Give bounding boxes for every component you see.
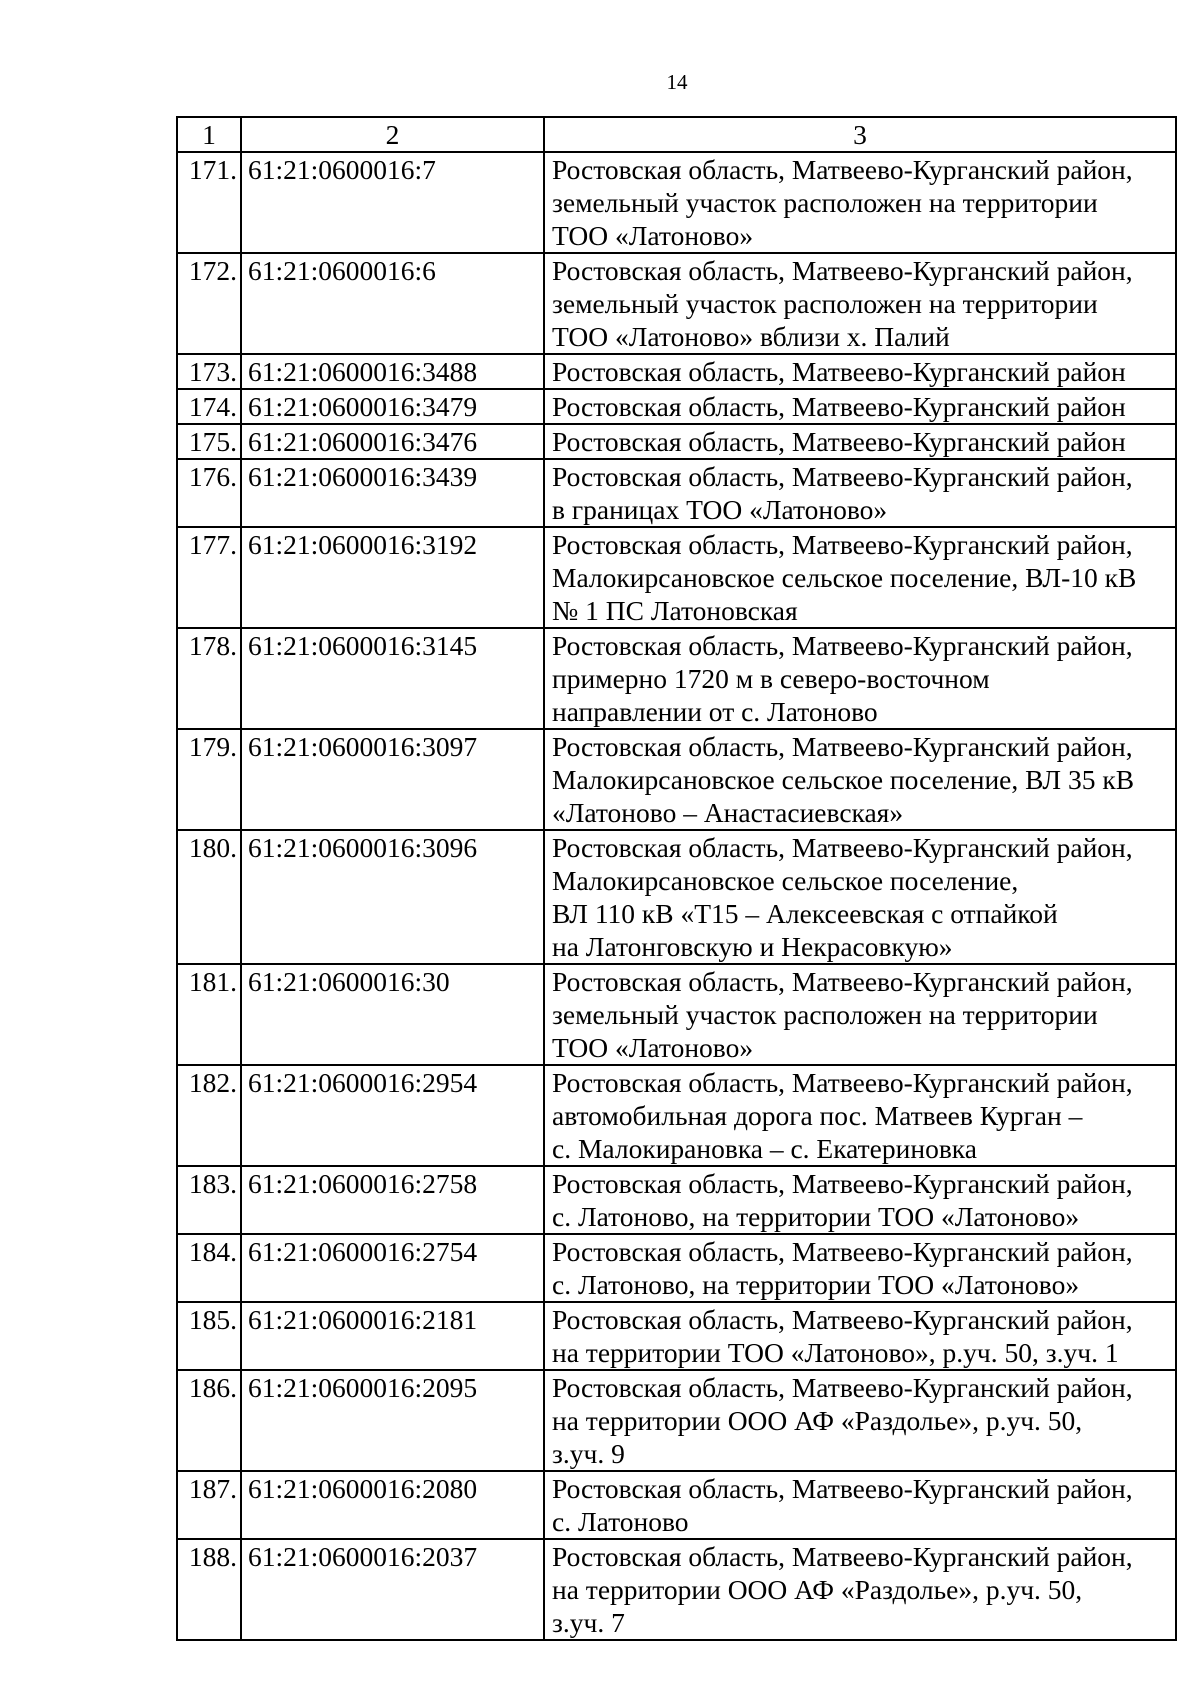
table-row — [177, 152, 1176, 253]
row-number: 181. — [177, 964, 241, 1065]
row-number: 186. — [177, 1370, 241, 1471]
cadastral-number: 61:21:0600016:3192 — [241, 527, 544, 628]
address-line: Ростовская область, Матвеево-Курганский район — [552, 391, 1126, 422]
cadastral-number: 61:21:0600016:2754 — [241, 1234, 544, 1302]
row-number: 177. — [177, 527, 241, 628]
table-row — [177, 253, 1176, 354]
address-line: ВЛ 110 кВ «Т15 – Алексеевская с отпайкой — [552, 898, 1058, 929]
table-row — [177, 1065, 1176, 1166]
row-number: 180. — [177, 830, 241, 964]
cadastral-number: 61:21:0600016:2095 — [241, 1370, 544, 1471]
table-row — [177, 1302, 1176, 1370]
row-number: 171. — [177, 152, 241, 253]
row-number: 174. — [177, 389, 241, 424]
table-row — [177, 1370, 1176, 1471]
land-plot-table — [176, 116, 1177, 1641]
row-number: 173. — [177, 354, 241, 389]
address-cell — [544, 253, 1176, 354]
address-cell — [544, 628, 1176, 729]
address-line: Ростовская область, Матвеево-Курганский район, — [552, 1473, 1133, 1504]
address-line: направлении от с. Латоново — [552, 696, 878, 727]
address-line: Малокирсановское сельское поселение, ВЛ 35 кВ — [552, 764, 1135, 795]
address-cell — [544, 527, 1176, 628]
address-cell — [544, 424, 1176, 459]
address-cell — [544, 1166, 1176, 1234]
table-row — [177, 354, 1176, 389]
row-number: 184. — [177, 1234, 241, 1302]
address-line: «Латоново – Анастасиевская» — [552, 797, 904, 828]
address-line: Ростовская область, Матвеево-Курганский район, — [552, 1372, 1133, 1403]
page-number: 14 — [666, 70, 688, 94]
address-cell — [544, 1234, 1176, 1302]
address-line: автомобильная дорога пос. Матвеев Курган – — [552, 1100, 1083, 1131]
table-row — [177, 389, 1176, 424]
table-row — [177, 1539, 1176, 1640]
address-line: на территории ООО АФ «Раздолье», р.уч. 50, — [552, 1405, 1083, 1436]
address-line: с. Малокирановка – с. Екатериновка — [552, 1133, 977, 1164]
address-cell — [544, 354, 1176, 389]
cadastral-number: 61:21:0600016:2758 — [241, 1166, 544, 1234]
table-row — [177, 1166, 1176, 1234]
table-row — [177, 830, 1176, 964]
cadastral-number: 61:21:0600016:2954 — [241, 1065, 544, 1166]
cadastral-number: 61:21:0600016:2037 — [241, 1539, 544, 1640]
address-line: на территории ООО АФ «Раздолье», р.уч. 50, — [552, 1574, 1083, 1605]
table-row — [177, 424, 1176, 459]
address-line: Ростовская область, Матвеево-Курганский район, — [552, 966, 1133, 997]
address-line: с. Латоново, на территории ТОО «Латоново» — [552, 1269, 1080, 1300]
address-line: Ростовская область, Матвеево-Курганский район, — [552, 630, 1133, 661]
column-header-number: 1 — [177, 117, 241, 152]
row-number: 179. — [177, 729, 241, 830]
address-line: Ростовская область, Матвеево-Курганский район, — [552, 1236, 1133, 1267]
address-cell — [544, 1539, 1176, 1640]
address-line: земельный участок расположен на территории — [552, 288, 1098, 319]
address-line: Ростовская область, Матвеево-Курганский район, — [552, 1541, 1133, 1572]
address-line: примерно 1720 м в северо-восточном — [552, 663, 990, 694]
row-number: 172. — [177, 253, 241, 354]
table-row — [177, 1471, 1176, 1539]
cadastral-number: 61:21:0600016:3476 — [241, 424, 544, 459]
cadastral-number: 61:21:0600016:7 — [241, 152, 544, 253]
address-line: Ростовская область, Матвеево-Курганский район, — [552, 154, 1133, 185]
address-line: Ростовская область, Матвеево-Курганский район, — [552, 461, 1133, 492]
address-line: Ростовская область, Матвеево-Курганский район, — [552, 1304, 1133, 1335]
row-number: 182. — [177, 1065, 241, 1166]
row-number: 176. — [177, 459, 241, 527]
address-line: з.уч. 7 — [552, 1607, 625, 1638]
table-body — [177, 152, 1176, 1640]
address-line: с. Латоново — [552, 1506, 689, 1537]
table-row — [177, 459, 1176, 527]
table-row — [177, 729, 1176, 830]
address-line: № 1 ПС Латоновская — [552, 595, 798, 626]
column-header-cadastral: 2 — [241, 117, 544, 152]
address-line: Ростовская область, Матвеево-Курганский район, — [552, 529, 1133, 560]
address-line: Ростовская область, Матвеево-Курганский район, — [552, 731, 1133, 762]
cadastral-number: 61:21:0600016:3097 — [241, 729, 544, 830]
address-line: Ростовская область, Матвеево-Курганский район — [552, 426, 1126, 457]
table-row — [177, 1234, 1176, 1302]
cadastral-number: 61:21:0600016:3479 — [241, 389, 544, 424]
cadastral-number: 61:21:0600016:6 — [241, 253, 544, 354]
cadastral-number: 61:21:0600016:2080 — [241, 1471, 544, 1539]
address-line: Ростовская область, Матвеево-Курганский район, — [552, 832, 1133, 863]
table-header-row — [177, 117, 1176, 152]
row-number: 175. — [177, 424, 241, 459]
table-row — [177, 964, 1176, 1065]
address-line: в границах ТОО «Латоново» — [552, 494, 888, 525]
address-cell — [544, 1065, 1176, 1166]
address-cell — [544, 1370, 1176, 1471]
address-line: на территории ТОО «Латоново», р.уч. 50, з.уч. 1 — [552, 1337, 1119, 1368]
address-line: с. Латоново, на территории ТОО «Латоново» — [552, 1201, 1080, 1232]
address-line: Ростовская область, Матвеево-Курганский район, — [552, 1168, 1133, 1199]
cadastral-number: 61:21:0600016:3096 — [241, 830, 544, 964]
column-header-address: 3 — [544, 117, 1176, 152]
address-cell — [544, 729, 1176, 830]
cadastral-number: 61:21:0600016:2181 — [241, 1302, 544, 1370]
address-cell — [544, 459, 1176, 527]
address-line: земельный участок расположен на территории — [552, 999, 1098, 1030]
row-number: 187. — [177, 1471, 241, 1539]
address-line: ТОО «Латоново» — [552, 1032, 754, 1063]
row-number: 178. — [177, 628, 241, 729]
cadastral-number: 61:21:0600016:3439 — [241, 459, 544, 527]
row-number: 188. — [177, 1539, 241, 1640]
address-cell — [544, 830, 1176, 964]
address-line: земельный участок расположен на территории — [552, 187, 1098, 218]
address-line: Малокирсановское сельское поселение, — [552, 865, 1019, 896]
address-line: ТОО «Латоново» — [552, 220, 754, 251]
address-line: ТОО «Латоново» вблизи х. Палий — [552, 321, 950, 352]
cadastral-number: 61:21:0600016:3145 — [241, 628, 544, 729]
address-cell — [544, 152, 1176, 253]
address-cell — [544, 964, 1176, 1065]
address-line: з.уч. 9 — [552, 1438, 625, 1469]
row-number: 185. — [177, 1302, 241, 1370]
address-cell — [544, 1471, 1176, 1539]
address-line: Ростовская область, Матвеево-Курганский район, — [552, 255, 1133, 286]
address-line: Малокирсановское сельское поселение, ВЛ-10 кВ — [552, 562, 1137, 593]
table-row — [177, 628, 1176, 729]
address-line: Ростовская область, Матвеево-Курганский район — [552, 356, 1126, 387]
address-cell — [544, 1302, 1176, 1370]
row-number: 183. — [177, 1166, 241, 1234]
address-line: Ростовская область, Матвеево-Курганский район, — [552, 1067, 1133, 1098]
table-row — [177, 527, 1176, 628]
address-line: на Латонговскую и Некрасовкую» — [552, 931, 953, 962]
address-cell — [544, 389, 1176, 424]
cadastral-number: 61:21:0600016:3488 — [241, 354, 544, 389]
cadastral-number: 61:21:0600016:30 — [241, 964, 544, 1065]
